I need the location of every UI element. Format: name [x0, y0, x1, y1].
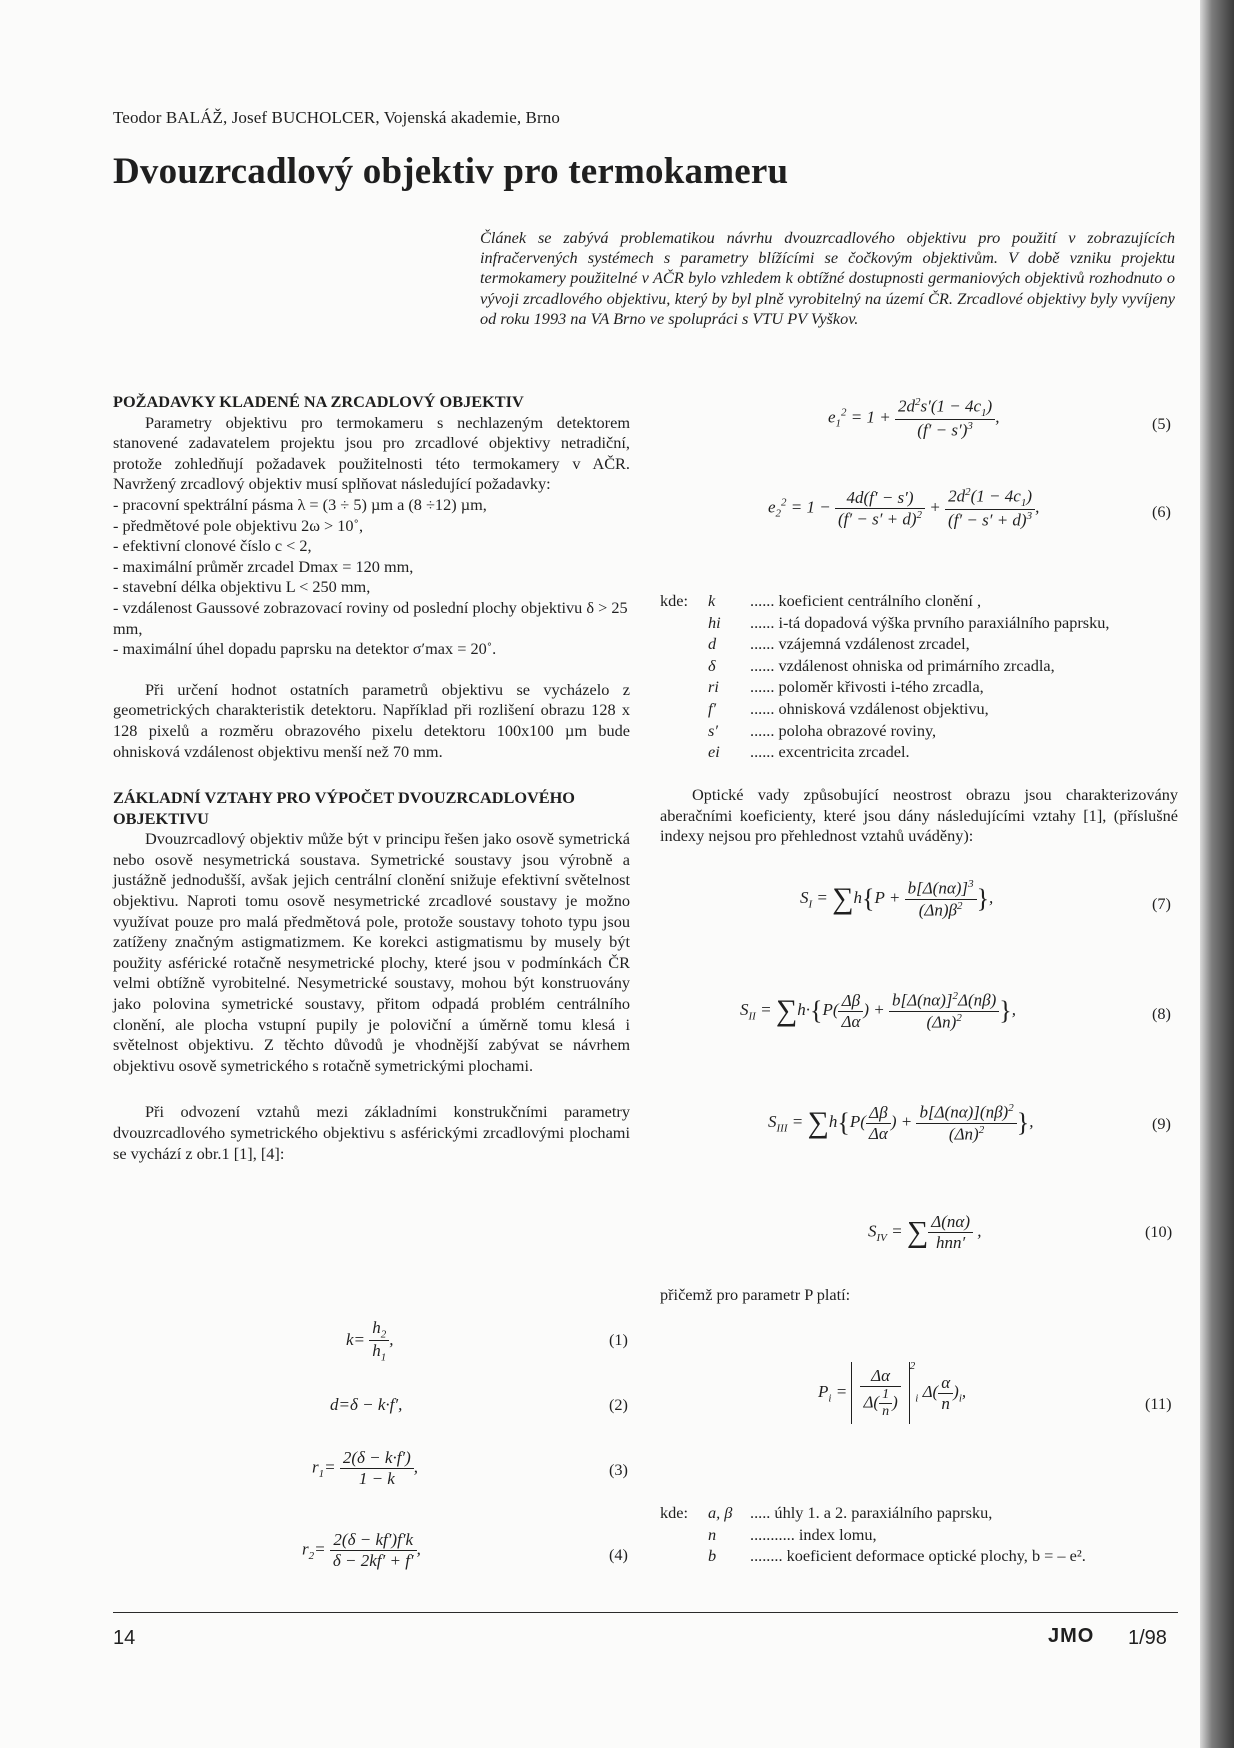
definition-symbol: s′ [708, 720, 718, 740]
equation-2: d=δ − k·f′, [330, 1395, 403, 1414]
section-heading-formulas: ZÁKLADNÍ VZTAHY PRO VÝPOČET DVOUZRCADLOVÉHO OBJEKTIVU [113, 788, 575, 828]
equation-3: $r_1=$ $\frac{2(\delta - k\cdot f')}{1 - k}$ , [312, 1448, 419, 1488]
equation-number: (6) [1152, 502, 1171, 521]
definition-row [660, 590, 1109, 612]
paragraph: Dvouzrcadlový objektiv může být v principu řešen jako osově symetrická nebo osově nesymetrická soustava. Symetrické soustavy jsou výrobně a justážně jednodušší, avšak jejich centrální clonění snižuje efektivní světelnost objektivu. Naproti tomu osově nesymetrické zrcadlové soustavy je možno využívat pouze pro malá předmětová pole, protože soustavy tohoto typu jsou zatíženy značným astigmatizmem. Ke korekci astigmatismu by musely být použity asférické rotačně nesymetrické plochy, které jsou v podmínkách ČR velmi obtížně vyrobitelné. Nesymetrické soustavy, mohou být konstruovány jako polovina symetrické soustavy, přitom odpadá problém centrálního clonění, ale plocha vstupní pupily je poloviční a úměrně tomu klesá i světelnost objektivu. Z těchto důvodů je vhodnější zabývat se návrhem objektivu osově symetrického s rotačně symetrickými plochami. [113, 829, 630, 1075]
authors: Teodor BALÁŽ, Josef BUCHOLCER, Vojenská akademie, Brno [113, 108, 560, 127]
equation-number: (1) [609, 1330, 628, 1349]
definition-text: ...... poloha obrazové roviny, [750, 720, 937, 740]
definition-text: ...... vzájemná vzdálenost zrcadel, [750, 634, 970, 654]
definition-row [660, 741, 1109, 763]
definition-text: ...... koeficient centrálního clonění , [750, 591, 982, 610]
requirement-item: - maximální průměr zrcadel Dmax = 120 mm, [113, 556, 414, 576]
requirement-item: - vzdálenost Gaussové zobrazovací roviny od poslední plochy objektivu δ > 25 mm, [113, 597, 628, 638]
equation-number: (5) [1152, 414, 1171, 433]
definition-text: ........ koeficient deformace optické plochy, b = – e². [750, 1546, 1086, 1566]
requirements-intro: Parametry objektivu pro termokameru s nechlazeným detektorem stanovené zadavatelem projektu jsou pro zrcadlové objektivy netradiční, protože zohledňují požadavek použitelnosti této termokamery v AČR. Navržený zrcadlový objektiv musí splňovat následující požadavky: [113, 412, 630, 494]
requirement-item: - efektivní clonové číslo c < 2, [113, 536, 312, 556]
definition-symbol: n [708, 1524, 717, 1544]
definitions-list-2 [660, 1502, 1086, 1567]
definitions-list [660, 590, 1109, 763]
equation-9: $S_{III} = \sum h\{P$( $\frac{\Delta\beta}{\Delta\alpha}$ ) + $\frac{b[\Delta(n\alpha)](n\beta)^2}{(\Delta n)^2}$ }, [768, 1102, 1034, 1144]
definition-row [660, 698, 1109, 720]
equation-5: $e_1^2 = 1$ + $\frac{2d^2s'(1 - 4c_1)}{(f' - s')^3}$ , [828, 396, 1000, 440]
definition-text: ...... vzdálenost ohniska od primárního zrcadla, [750, 655, 1055, 675]
equation-number: (4) [609, 1545, 628, 1564]
definition-symbol: ri [708, 677, 719, 697]
page-number: 14 [113, 1627, 136, 1649]
requirement-item: - stavební délka objektivu L < 250 mm, [113, 577, 371, 597]
paragraph: Při určení hodnot ostatních parametrů objektivu se vycházelo z geometrických charakteristik detektoru. Například při rozlišení obrazu 128 x 128 pixelů a rozměru obrazového pixelu detektoru 100x100 µm bude ohnisková vzdálenost objektivu menší než 70 mm. [113, 679, 630, 761]
definition-row [660, 676, 1109, 698]
definition-row [660, 1502, 1086, 1524]
paragraph: přičemž pro parametr P platí: [660, 1285, 851, 1304]
requirement-item: - maximální úhel dopadu paprsku na detektor σ′max = 20˚. [113, 639, 497, 659]
equation-4: $r_2=$ $\frac{2(\delta - kf')f'k}{\delta - 2kf' + f'}$ , [302, 1530, 421, 1570]
definition-row [660, 1524, 1086, 1546]
definition-symbol: f′ [708, 698, 717, 718]
left-column [113, 392, 630, 1164]
definition-row [660, 633, 1109, 655]
equation-number: (3) [609, 1460, 628, 1479]
equation-number: (2) [609, 1395, 628, 1414]
paragraph: Při odvození vztahů mezi základními konstrukčními parametry dvouzrcadlového symetrického objektivu s asférickými zrcadlovými plochami se vychází z obr.1 [1], [4]: [113, 1102, 630, 1163]
definition-text: ..... úhly 1. a 2. paraxiálního paprsku, [750, 1503, 993, 1522]
definition-symbol: b [708, 1546, 717, 1566]
definition-text: ...... excentricita zrcadel. [750, 742, 910, 762]
article-title: Dvouzrcadlový objektiv pro termokameru [113, 151, 789, 192]
equation-6: $e_2^2 = 1$ − $\frac{4d(f' - s')}{(f' - s' + d)^2}$ + $\frac{2d^2(1 - 4c_1)}{(f' - s' + d)^3}$ , [768, 486, 1040, 530]
equation-10: $S_{IV}$ = ∑ $\frac{\Delta(n\alpha)}{\text{hnn′}}$ , [868, 1212, 982, 1252]
equation-number: (7) [1152, 894, 1171, 913]
equation-number: (8) [1152, 1004, 1171, 1023]
definition-text: ...... poloměr křivosti i-tého zrcadla, [750, 677, 984, 697]
equation-number: (10) [1145, 1222, 1173, 1241]
definition-row [660, 720, 1109, 742]
definition-symbol: ei [708, 742, 720, 762]
equation-number: (11) [1145, 1394, 1172, 1413]
aberration-paragraph: Optické vady způsobující neostrost obrazu jsou charakterizovány aberačními koeficienty, které jsou dány následujícími vztahy [1], (příslušné indexy nejsou pro přehlednost vztahů uváděny): [660, 785, 1178, 846]
definition-text: ...... ohnisková vzdálenost objektivu, [750, 698, 989, 718]
footer-rule [113, 1612, 1178, 1613]
definition-text: ........... index lomu, [750, 1524, 877, 1544]
definition-symbol: a, β [708, 1503, 733, 1522]
requirements-list [113, 495, 630, 660]
equation-1: k= $\frac{h_2}{h_1}$ , [346, 1318, 394, 1364]
equation-8: $S_{II} = \sum h\cdot\{P$( $\frac{\Delta\beta}{\Delta\alpha}$ ) + $\frac{b[\Delta(n\alpha)]^2\Delta(n\beta)}{(\Delta n)^2}$ }, [740, 990, 1017, 1032]
definitions-label: kde: [660, 591, 689, 610]
definitions-label: kde: [660, 1503, 689, 1522]
equation-number: (9) [1152, 1114, 1171, 1133]
definition-symbol: δ [708, 655, 716, 675]
definition-symbol: d [708, 634, 717, 654]
requirement-item: - předmětové pole objektivu 2ω > 10˚, [113, 515, 364, 535]
definition-row [660, 655, 1109, 677]
definition-symbol: hi [708, 612, 721, 632]
definition-row [660, 612, 1109, 634]
requirement-item: - pracovní spektrální pásma λ = (3 ÷ 5) µm a (8 ÷12) µm, [113, 494, 487, 514]
abstract: Článek se zabývá problematikou návrhu dvouzrcadlového objektivu pro použití v zobrazujících infračervených systémech s parametry blížícími se čočkovým objektivům. V době vzniku projektu termokamery použitelné v AČR bylo vzhledem k obtížné dostupnosti germaniových objektivů rozhodnuto o vývoji zrcadlového objektivu, který by byl plně vyrobitelný na území ČR. Zrcadlové objektivy byly vyvíjeny od roku 1993 na VA Brno ve spolupráci s VTU PV Vyškov. [480, 228, 1175, 328]
definition-symbol: k [708, 591, 716, 610]
equation-7: $S_I = \sum h\{P$ + $\frac{b[\Delta(n\alpha)]^3}{(\Delta n)\beta^2}$ }, [800, 878, 994, 920]
page-edge-shadow [1200, 0, 1234, 1748]
section-heading-requirements: POŽADAVKY KLADENÉ NA ZRCADLOVÝ OBJEKTIV [113, 392, 524, 411]
journal-logo: JMO [1048, 1625, 1095, 1647]
definition-text: ...... i-tá dopadová výška prvního paraxiálního paprsku, [750, 612, 1110, 632]
equation-11: $P_i$ = Δα Δ( $\frac{1}{n}$ ) $^2_i$ Δ( $\frac{\alpha}{n}$ )$_i$, [818, 1360, 966, 1424]
definition-row [660, 1545, 1086, 1567]
issue-number: 1/98 [1128, 1627, 1167, 1649]
